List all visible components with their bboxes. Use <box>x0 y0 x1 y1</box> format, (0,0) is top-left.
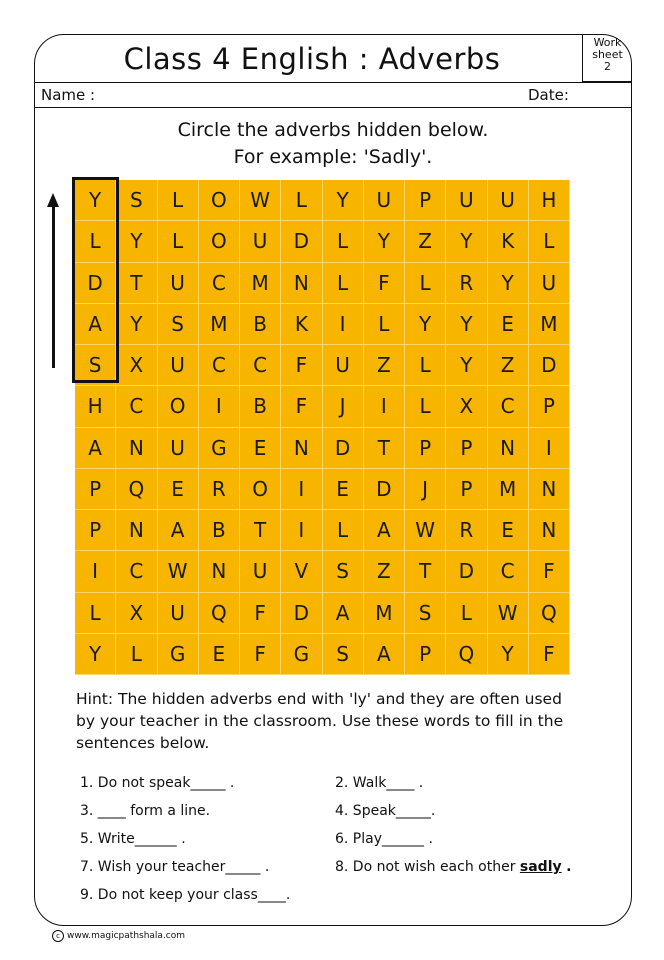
grid-cell: M <box>199 304 240 345</box>
grid-cell: I <box>529 428 570 469</box>
grid-cell: L <box>323 221 364 262</box>
grid-cell: H <box>529 180 570 221</box>
grid-cell: C <box>240 345 281 386</box>
grid-cell: R <box>446 510 487 551</box>
grid-cell: R <box>446 263 487 304</box>
grid-cell: O <box>199 221 240 262</box>
question-4: 4. Speak_____. <box>335 803 436 819</box>
page-title: Class 4 English : Adverbs <box>123 42 501 76</box>
grid-cell: D <box>446 551 487 592</box>
grid-cell: K <box>488 221 529 262</box>
footer-credit <box>52 930 185 942</box>
grid-cell: Y <box>116 304 157 345</box>
grid-cell: S <box>116 180 157 221</box>
grid-cell: W <box>488 593 529 634</box>
grid-cell: S <box>405 593 446 634</box>
footer-url: www.magicpathshala.com <box>67 931 186 941</box>
word-search-grid <box>75 180 570 675</box>
grid-cell: C <box>488 551 529 592</box>
grid-cell: L <box>405 263 446 304</box>
grid-cell: F <box>281 386 322 427</box>
grid-cell: I <box>323 304 364 345</box>
hint-text: Hint: The hidden adverbs end with 'ly' and they are often used by your teacher in the classroom. Use these words to fill in the sentences below. <box>76 690 564 752</box>
grid-cell: A <box>364 510 405 551</box>
worksheet-number-box <box>582 34 632 82</box>
grid-cell: I <box>281 510 322 551</box>
grid-cell: M <box>240 263 281 304</box>
grid-cell: P <box>405 180 446 221</box>
grid-cell: C <box>199 345 240 386</box>
grid-cell: M <box>529 304 570 345</box>
grid-cell: L <box>75 221 116 262</box>
grid-cell: T <box>364 428 405 469</box>
grid-cell: R <box>199 469 240 510</box>
grid-cell: E <box>158 469 199 510</box>
grid-cell: U <box>158 263 199 304</box>
grid-cell: D <box>529 345 570 386</box>
grid-cell: Y <box>446 304 487 345</box>
grid-cell: P <box>446 469 487 510</box>
grid-cell: G <box>281 634 322 675</box>
grid-cell: Z <box>364 345 405 386</box>
grid-cell: F <box>240 634 281 675</box>
grid-cell: E <box>488 304 529 345</box>
grid-cell: A <box>75 304 116 345</box>
grid-cell: D <box>281 593 322 634</box>
grid-cell: Q <box>199 593 240 634</box>
grid-cell: C <box>488 386 529 427</box>
grid-cell: D <box>323 428 364 469</box>
name-row-divider <box>34 107 632 108</box>
arrow-shaft <box>52 205 55 368</box>
worksheet-label-line1: Work <box>593 36 622 49</box>
grid-cell: X <box>446 386 487 427</box>
grid-cell: I <box>199 386 240 427</box>
grid-cell: Y <box>75 180 116 221</box>
grid-cell: X <box>116 593 157 634</box>
grid-cell: E <box>199 634 240 675</box>
grid-cell: L <box>364 304 405 345</box>
question-7: 7. Wish your teacher_____ . <box>80 859 270 875</box>
grid-cell: A <box>158 510 199 551</box>
grid-cell: E <box>488 510 529 551</box>
grid-cell: T <box>116 263 157 304</box>
grid-cell: L <box>75 593 116 634</box>
worksheet-number: 2 <box>604 60 611 73</box>
grid-cell: N <box>529 469 570 510</box>
grid-cell: S <box>158 304 199 345</box>
grid-cell: N <box>281 428 322 469</box>
instructions <box>34 117 632 171</box>
grid-cell: Q <box>116 469 157 510</box>
grid-cell: W <box>158 551 199 592</box>
grid-cell: Z <box>488 345 529 386</box>
grid-cell: N <box>116 428 157 469</box>
grid-cell: B <box>240 304 281 345</box>
header-divider <box>34 82 632 83</box>
grid-cell: D <box>75 263 116 304</box>
grid-cell: Y <box>488 634 529 675</box>
question-8-text: 8. Do not wish each other <box>335 859 516 875</box>
grid-cell: D <box>364 469 405 510</box>
grid-cell: X <box>116 345 157 386</box>
grid-cell: A <box>75 428 116 469</box>
grid-cell: U <box>529 263 570 304</box>
grid-cell: V <box>281 551 322 592</box>
grid-cell: L <box>323 263 364 304</box>
grid-cell: L <box>281 180 322 221</box>
question-1: 1. Do not speak_____ . <box>80 775 235 791</box>
grid-cell: K <box>281 304 322 345</box>
question-6: 6. Play______ . <box>335 831 433 847</box>
grid-cell: F <box>281 345 322 386</box>
grid-cell: O <box>158 386 199 427</box>
grid-cell: U <box>158 428 199 469</box>
grid-cell: S <box>323 551 364 592</box>
grid-cell: U <box>323 345 364 386</box>
grid-cell: Y <box>364 221 405 262</box>
grid-cell: U <box>240 221 281 262</box>
name-label: Name : <box>41 86 96 104</box>
grid-cell: D <box>281 221 322 262</box>
question-8 <box>335 859 571 875</box>
question-8-example-word: sadly <box>519 859 562 875</box>
question-9: 9. Do not keep your class____. <box>80 887 291 903</box>
grid-cell: Q <box>446 634 487 675</box>
grid-cell: O <box>199 180 240 221</box>
grid-cell: L <box>158 221 199 262</box>
question-3: 3. ____ form a line. <box>80 803 211 819</box>
grid-cell: P <box>75 469 116 510</box>
grid-cell: L <box>405 386 446 427</box>
grid-cell: S <box>323 634 364 675</box>
question-2: 2. Walk____ . <box>335 775 424 791</box>
grid-cell: B <box>199 510 240 551</box>
worksheet-label-line2: sheet <box>592 48 623 61</box>
grid-cell: F <box>364 263 405 304</box>
instruction-line-2: For example: 'Sadly'. <box>233 146 433 168</box>
grid-cell: Y <box>488 263 529 304</box>
grid-cell: W <box>405 510 446 551</box>
grid-cell: L <box>158 180 199 221</box>
grid-cell: U <box>158 345 199 386</box>
grid-cell: L <box>529 221 570 262</box>
grid-cell: F <box>529 551 570 592</box>
grid-cell: P <box>75 510 116 551</box>
grid-cell: S <box>75 345 116 386</box>
grid-cell: E <box>240 428 281 469</box>
grid-cell: Y <box>116 221 157 262</box>
grid-cell: I <box>281 469 322 510</box>
grid-cell: Z <box>364 551 405 592</box>
grid-cell: Q <box>529 593 570 634</box>
grid-cell: N <box>199 551 240 592</box>
grid-cell: Y <box>75 634 116 675</box>
instruction-line-1: Circle the adverbs hidden below. <box>177 119 489 141</box>
grid-cell: M <box>488 469 529 510</box>
grid-cell: N <box>116 510 157 551</box>
grid-cell: T <box>240 510 281 551</box>
grid-cell: Y <box>446 345 487 386</box>
grid-cell: Y <box>405 304 446 345</box>
grid-cell: F <box>240 593 281 634</box>
grid-cell: U <box>240 551 281 592</box>
grid-cell: M <box>364 593 405 634</box>
grid-cell: N <box>488 428 529 469</box>
grid-cell: C <box>116 386 157 427</box>
grid-cell: Z <box>405 221 446 262</box>
grid-cell: C <box>116 551 157 592</box>
copyright-icon: c <box>52 930 64 942</box>
grid-cell: P <box>405 634 446 675</box>
question-8-period: . <box>566 859 572 875</box>
grid-cell: C <box>199 263 240 304</box>
question-5: 5. Write______ . <box>80 831 186 847</box>
grid-cell: O <box>240 469 281 510</box>
grid-cell: L <box>405 345 446 386</box>
grid-cell: B <box>240 386 281 427</box>
grid-cell: N <box>281 263 322 304</box>
grid-cell: Y <box>323 180 364 221</box>
example-highlight-box <box>72 177 119 383</box>
grid-cell: E <box>323 469 364 510</box>
grid-cell: A <box>323 593 364 634</box>
grid-cell: P <box>446 428 487 469</box>
grid-cell: L <box>323 510 364 551</box>
grid-cell: H <box>75 386 116 427</box>
grid-cell: U <box>364 180 405 221</box>
grid-cell: P <box>405 428 446 469</box>
grid-cell: I <box>75 551 116 592</box>
grid-cell: U <box>446 180 487 221</box>
grid-cell: G <box>158 634 199 675</box>
grid-cell: Y <box>446 221 487 262</box>
grid-cell: N <box>529 510 570 551</box>
grid-cell: G <box>199 428 240 469</box>
grid-cell: L <box>116 634 157 675</box>
grid-cell: J <box>405 469 446 510</box>
grid-cell: J <box>323 386 364 427</box>
grid-cell: L <box>446 593 487 634</box>
grid-cell: W <box>240 180 281 221</box>
grid-cell: A <box>364 634 405 675</box>
grid-cell: U <box>488 180 529 221</box>
grid-cell: F <box>529 634 570 675</box>
grid-cell: U <box>158 593 199 634</box>
grid-cell: I <box>364 386 405 427</box>
date-label: Date: <box>528 86 569 104</box>
grid-cell: P <box>529 386 570 427</box>
grid-cell: T <box>405 551 446 592</box>
